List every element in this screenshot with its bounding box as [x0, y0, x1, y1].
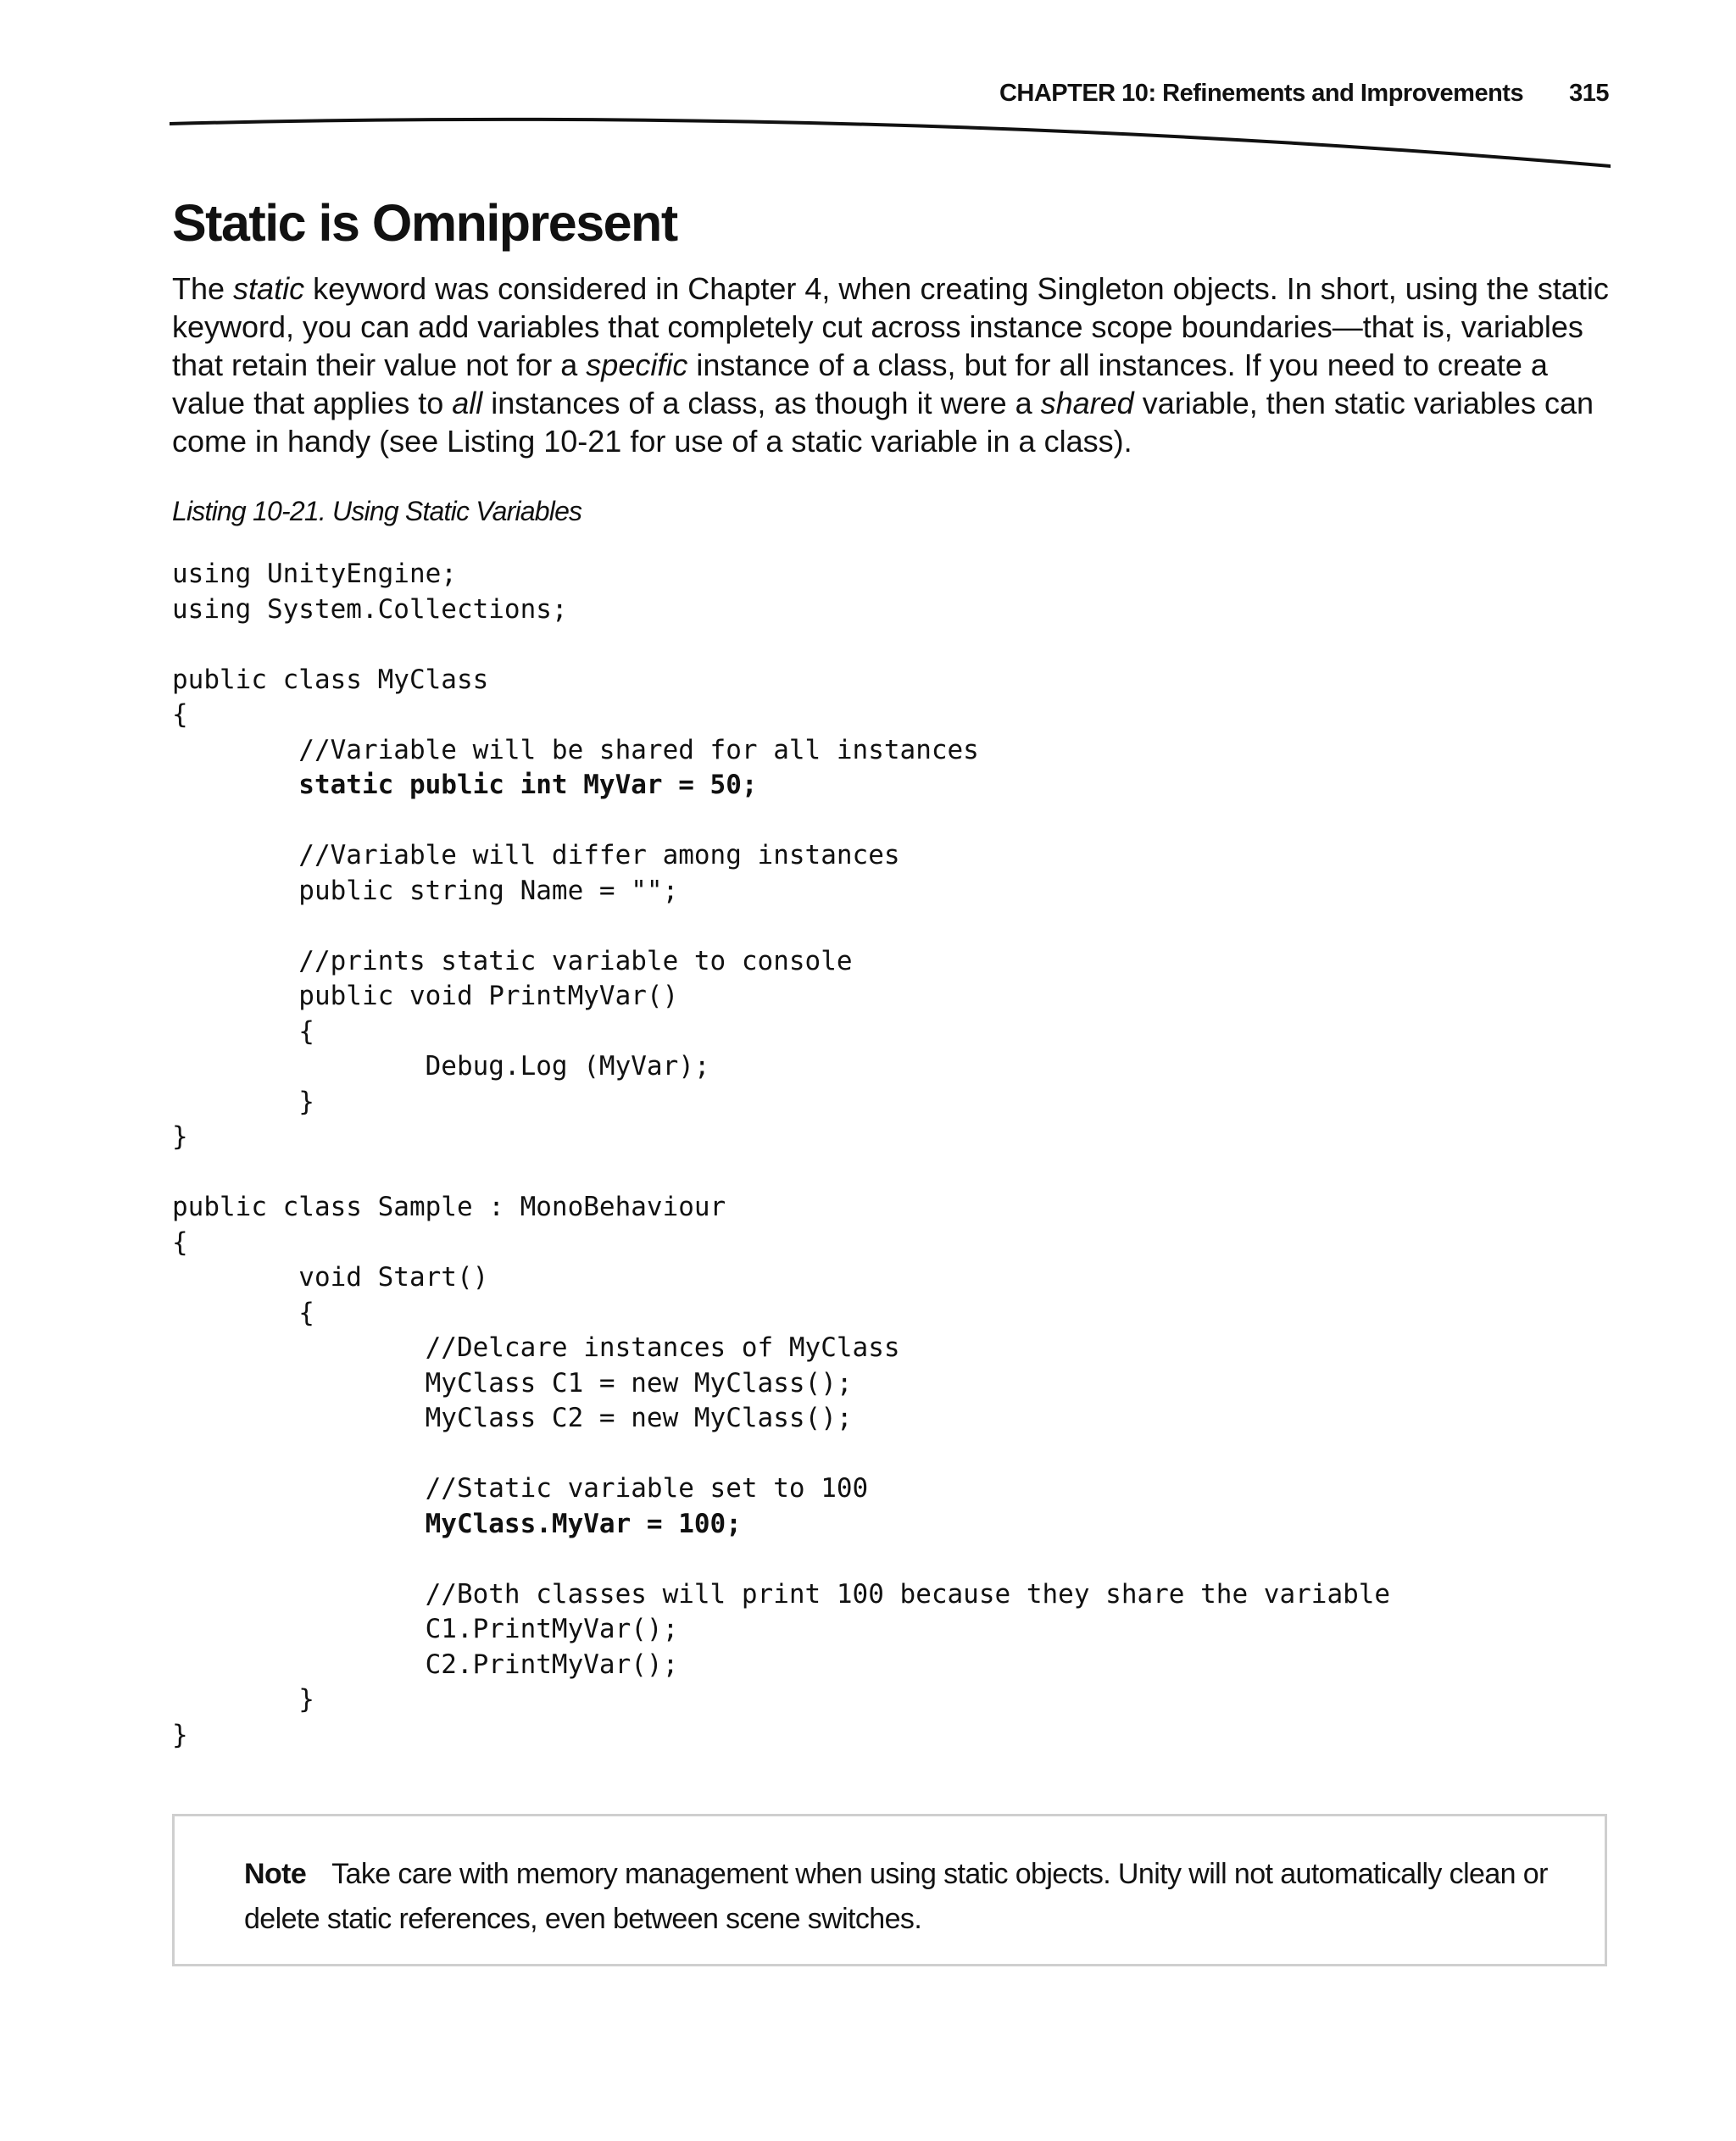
code-line: //Static variable set to 100	[172, 1473, 869, 1504]
note-box	[172, 1814, 1607, 1966]
code-line: //Both classes will print 100 because they share the variable	[172, 1578, 1391, 1610]
code-line: public void PrintMyVar()	[172, 981, 679, 1011]
code-line: //Variable will be shared for all instances	[172, 734, 979, 765]
note-text	[244, 1852, 1566, 1942]
paragraph-emphasis: all	[452, 386, 483, 420]
code-line	[172, 1542, 1390, 1577]
code-line: {	[172, 699, 188, 730]
code-line: using UnityEngine;	[172, 559, 457, 589]
section-heading: Static is Omnipresent	[172, 194, 677, 252]
code-line: MyClass C2 = new MyClass();	[172, 1403, 853, 1433]
code-line: {	[172, 1226, 188, 1258]
code-line: //Variable will differ among instances	[172, 840, 900, 870]
code-line: using System.Collections;	[172, 593, 568, 625]
code-line: }	[172, 1086, 314, 1117]
code-line: }	[172, 1121, 188, 1152]
code-line: //Delcare instances of MyClass	[172, 1332, 900, 1363]
paragraph-text: keyword was considered in Chapter 4, when creating Singleton objects. In short, using the static keyword, you can add variables that completely cut across instance scope boundaries—that is, variables that retain their value not for a	[172, 271, 1609, 382]
code-line: static public int MyVar = 50;	[172, 770, 758, 800]
paragraph-emphasis: static	[233, 271, 305, 306]
code-line	[172, 804, 1390, 839]
code-line: }	[172, 1684, 314, 1715]
code-line	[172, 627, 1390, 663]
body-paragraph	[172, 270, 1613, 460]
paragraph-emphasis: specific	[586, 348, 688, 382]
chapter-title: CHAPTER 10: Refinements and Improvements	[999, 80, 1524, 107]
code-line: //prints static variable to console	[172, 945, 853, 976]
code-line: Debug.Log (MyVar);	[172, 1051, 710, 1082]
code-line: C1.PrintMyVar();	[172, 1614, 679, 1644]
paragraph-emphasis: shared	[1040, 386, 1134, 420]
note-body: Take care with memory management when using static objects. Unity will not automatically clean or delete static references, even between scene switches.	[244, 1858, 1548, 1935]
code-line	[172, 1155, 1390, 1191]
running-head	[999, 80, 1609, 108]
listing-caption: Listing 10-21. Using Static Variables	[172, 496, 582, 526]
paragraph-text: instance of a class, but for all instances. If you need to create a value that applies to	[172, 348, 1548, 420]
code-line: {	[172, 1015, 314, 1047]
code-line: {	[172, 1297, 314, 1328]
code-line: void Start()	[172, 1262, 489, 1293]
code-line: C2.PrintMyVar();	[172, 1649, 679, 1680]
code-line	[172, 909, 1390, 944]
paragraph-text: instances of a class, as though it were a	[482, 386, 1041, 420]
code-line: }	[172, 1719, 188, 1750]
note-label: Note	[244, 1858, 307, 1890]
paragraph-text: The	[172, 271, 234, 306]
code-line: public class Sample : MonoBehaviour	[172, 1192, 726, 1222]
code-line: MyClass C1 = new MyClass();	[172, 1367, 853, 1399]
code-line: public string Name = "";	[172, 875, 679, 906]
code-listing	[172, 557, 1390, 1753]
page-number: 315	[1569, 80, 1609, 107]
code-line: public class MyClass	[172, 664, 489, 695]
paragraph-text: variable, then static variables can come in handy (see Listing 10-21 for use of a static variable in a class).	[172, 386, 1594, 459]
header-rule	[170, 108, 1611, 176]
code-line: MyClass.MyVar = 100;	[172, 1508, 742, 1539]
code-line	[172, 1437, 1390, 1472]
